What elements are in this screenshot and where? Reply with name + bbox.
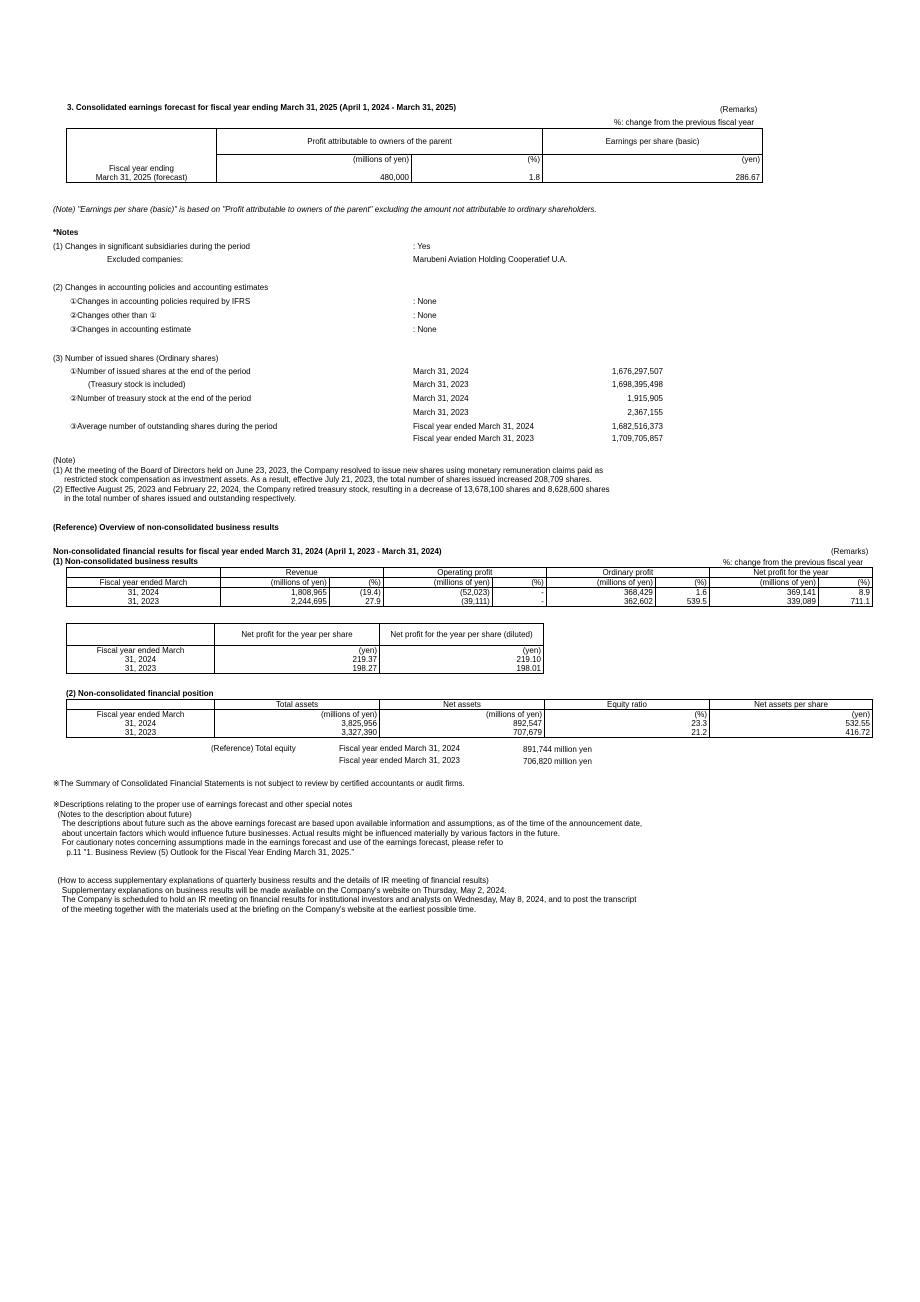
ord-pct-cell: 1.6 [655, 588, 709, 598]
forecast-profit: 480,000 [217, 173, 412, 183]
per-share-table [66, 623, 544, 674]
unit-cell: (millions of yen) [215, 710, 380, 720]
fy-cell: 31, 2024 [67, 588, 221, 598]
table-row [67, 597, 873, 607]
equity-label: (Reference) Total equity [211, 744, 296, 753]
shares-row-value: 1,709,705,857 [611, 434, 663, 443]
shares-row-label: ②Number of treasury stock at the end of the period [70, 394, 252, 403]
financial-position-table [66, 699, 873, 738]
results-change-note: %: change from the previous fiscal year [723, 558, 864, 567]
note-head: (Note) [53, 456, 76, 465]
equity-value: 706,820 million yen [523, 757, 592, 766]
forecast-table [66, 128, 763, 183]
note1-label: (1) Changes in significant subsidiaries during the period [53, 242, 250, 251]
net-pct-cell: 711.1 [818, 597, 872, 607]
hdr-eps-diluted: Net profit for the year per share (diluted) [380, 624, 544, 646]
nps-cell: 416.72 [710, 728, 873, 738]
note1-sub-value: Marubeni Aviation Holding Cooperatief U.A. [413, 255, 568, 264]
hdr-net-assets-per-share: Net assets per share [710, 700, 873, 710]
unit-cell: (%) [655, 578, 709, 588]
equity-date: Fiscal year ended March 31, 2024 [339, 744, 460, 753]
col-profit: Profit attributable to owners of the parent [217, 129, 543, 155]
note1-sub-label: Excluded companies: [107, 255, 184, 264]
equity-ratio-cell: 21.2 [545, 728, 710, 738]
unit-cell: (millions of yen) [380, 710, 545, 720]
op-cell: (52,023) [383, 588, 492, 598]
unit-yen: (yen) [543, 155, 763, 165]
forecast-pct: 1.8 [412, 173, 543, 183]
shares-row-label: ①Number of issued shares at the end of the period [70, 367, 251, 376]
unit-cell: (millions of yen) [220, 578, 329, 588]
op-pct-cell: - [492, 588, 546, 598]
unit-cell: (millions of yen) [546, 578, 655, 588]
note2-item-label: ②Changes other than ① [70, 311, 157, 320]
unit-cell: (yen) [215, 646, 380, 656]
access-line: The Company is scheduled to hold an IR meeting on financial results for institutional investors and analysts on Wednesday, May 8, 2024, and to post the transcript [53, 895, 637, 904]
eps-basic-cell: 198.27 [215, 664, 380, 674]
desc-line: about uncertain factors which would influence future businesses. Actual results might be influenced materially by various factors in the future. [53, 828, 560, 838]
unit-cell: (yen) [710, 710, 873, 720]
unit-cell: (yen) [380, 646, 544, 656]
note-line: restricted stock compensation as investment assets. As a result, effective July 21, 2023, the total number of shares issued increased 208,709 shares. [53, 475, 592, 484]
hdr-operating-profit: Operating profit [383, 568, 546, 578]
unit-pct: (%) [412, 155, 543, 165]
hdr-revenue: Revenue [220, 568, 383, 578]
note2-label: (2) Changes in accounting policies and accounting estimates [53, 283, 269, 292]
ir-access-block [53, 876, 636, 914]
shares-row-label: ③Average number of outstanding shares during the period [70, 422, 278, 431]
note-line: in the total number of shares issued and outstanding respectively. [53, 494, 297, 503]
row-label-1: Fiscal year ending [67, 164, 217, 173]
forecast-notes-block [53, 800, 642, 857]
notes-heading: *Notes [53, 228, 79, 237]
total-assets-cell: 3,825,956 [215, 719, 380, 728]
revenue-cell: 1,808,965 [220, 588, 329, 598]
access-line: (How to access supplementary explanations of quarterly business results and the details of IR meeting of financial results) [53, 876, 489, 885]
eps-basic-cell: 219.37 [215, 655, 380, 664]
note2-item-value: : None [413, 311, 437, 320]
eps-diluted-cell: 219.10 [380, 655, 544, 664]
review-note: ※The Summary of Consolidated Financial Statements is not subject to review by certified accountants or audit firms. [53, 779, 465, 788]
shares-row-label: (Treasury stock is included) [88, 380, 186, 389]
desc-line: For cautionary notes concerning assumptions made in the earnings forecast and use of the earnings forecast, please refer to [53, 838, 504, 847]
results-remarks: (Remarks) [831, 547, 869, 556]
results-title: Non-consolidated financial results for fiscal year ended March 31, 2024 (April 1, 2023 - March 31, 2024) [53, 547, 442, 556]
desc-line: p.11 "1. Business Review (5) Outlook for the Fiscal Year Ending March 31, 2025." [53, 847, 355, 857]
shares-row-date: March 31, 2023 [413, 408, 469, 417]
fy-cell: 31, 2024 [67, 655, 215, 664]
nps-cell: 532.55 [710, 719, 873, 728]
revenue-pct-cell: (19.4) [329, 588, 383, 598]
unit-cell: (millions of yen) [383, 578, 492, 588]
unit-cell: (%) [818, 578, 872, 588]
unit-cell: (%) [492, 578, 546, 588]
ord-cell: 368,429 [546, 588, 655, 598]
fy-cell: 31, 2023 [67, 597, 221, 607]
note2-item-value: : None [413, 325, 437, 334]
note3-label: (3) Number of issued shares (Ordinary shares) [53, 354, 219, 363]
eps-note: (Note) "Earnings per share (basic)" is based on "Profit attributable to owners of the parent" excluding the amount not attributable to ordinary shareholders. [53, 205, 597, 214]
total-assets-cell: 3,327,390 [215, 728, 380, 738]
note-line: (1) At the meeting of the Board of Directors held on June 23, 2023, the Company resolved to issue new shares using monetary remuneration claims paid as [53, 465, 604, 475]
table-row [67, 655, 544, 664]
shares-row-date: Fiscal year ended March 31, 2023 [413, 434, 534, 443]
note-line: (2) Effective August 25, 2023 and February 22, 2024, the Company retired treasury stock, resulting in a decrease of 13,678,100 shares and 8,628,600 shares [53, 484, 610, 494]
shares-row-value: 1,915,905 [627, 394, 663, 403]
hdr-net-assets: Net assets [380, 700, 545, 710]
op-cell: (39,111) [383, 597, 492, 607]
ord-cell: 362,602 [546, 597, 655, 607]
unit-cell: (%) [545, 710, 710, 720]
hdr-net-profit: Net profit for the year [709, 568, 872, 578]
desc-line: (Notes to the description about future) [53, 809, 192, 819]
equity-ratio-cell: 23.3 [545, 719, 710, 728]
shares-row-value: 1,682,516,373 [611, 422, 663, 431]
fy-label: Fiscal year ended March [67, 578, 221, 588]
fy-cell: 31, 2023 [67, 664, 215, 674]
note1-value: : Yes [413, 242, 431, 251]
shares-row-value: 1,676,297,507 [611, 367, 663, 376]
row-label-2: March 31, 2025 (forecast) [67, 173, 217, 183]
change-note: %: change from the previous fiscal year [614, 118, 755, 127]
col-eps: Earnings per share (basic) [543, 129, 763, 155]
unit-cell: (millions of yen) [709, 578, 818, 588]
fy-label: Fiscal year ended March [67, 710, 215, 720]
net-cell: 339,089 [709, 597, 818, 607]
net-cell: 369,141 [709, 588, 818, 598]
net-assets-cell: 707,679 [380, 728, 545, 738]
note2-item-value: : None [413, 297, 437, 306]
position-sub2: (2) Non-consolidated financial position [66, 689, 214, 698]
hdr-total-assets: Total assets [215, 700, 380, 710]
shares-row-date: March 31, 2024 [413, 394, 469, 403]
hdr-equity-ratio: Equity ratio [545, 700, 710, 710]
desc-line: ※Descriptions relating to the proper use of earnings forecast and other special notes [53, 800, 353, 809]
ord-pct-cell: 539.5 [655, 597, 709, 607]
op-pct-cell: - [492, 597, 546, 607]
forecast-eps: 286.67 [543, 173, 763, 183]
fy-cell: 31, 2023 [67, 728, 215, 738]
forecast-title: 3. Consolidated earnings forecast for fiscal year ending March 31, 2025 (April 1, 2024 - March 31, 2025) [67, 103, 457, 112]
access-line: Supplementary explanations on business results will be made available on the Company's website on Thursday, May 2, 2024. [53, 885, 507, 895]
net-pct-cell: 8.9 [818, 588, 872, 598]
revenue-cell: 2,244,695 [220, 597, 329, 607]
desc-line: The descriptions about future such as the above earnings forecast are based upon available information and assumptions, as of the time of the announcement date, [53, 819, 643, 828]
reference-heading: (Reference) Overview of non-consolidated business results [53, 523, 279, 532]
fy-label: Fiscal year ended March [67, 646, 215, 656]
access-line: of the meeting together with the materials used at the briefing on the Company's website at the earliest possible time. [53, 904, 477, 914]
table-row [67, 588, 873, 598]
net-assets-cell: 892,547 [380, 719, 545, 728]
shares-row-date: March 31, 2023 [413, 380, 469, 389]
fy-cell: 31, 2024 [67, 719, 215, 728]
unit-cell: (%) [329, 578, 383, 588]
unit-millions: (millions of yen) [217, 155, 412, 165]
eps-diluted-cell: 198.01 [380, 664, 544, 674]
equity-value: 891,744 million yen [523, 745, 592, 754]
results-sub1: (1) Non-consolidated business results [53, 557, 198, 566]
hdr-eps-basic: Net profit for the year per share [215, 624, 380, 646]
note2-item-label: ①Changes in accounting policies required by IFRS [70, 297, 251, 306]
shares-row-value: 2,367,155 [627, 408, 663, 417]
shares-row-value: 1,698,395,498 [611, 380, 663, 389]
note2-item-label: ③Changes in accounting estimate [70, 325, 192, 334]
revenue-pct-cell: 27.9 [329, 597, 383, 607]
table-row [67, 728, 873, 738]
shares-row-date: Fiscal year ended March 31, 2024 [413, 422, 534, 431]
table-row [67, 664, 544, 674]
equity-date: Fiscal year ended March 31, 2023 [339, 756, 460, 765]
shares-row-date: March 31, 2024 [413, 367, 469, 376]
shares-note-block [53, 456, 610, 504]
business-results-table [66, 567, 873, 607]
hdr-ordinary-profit: Ordinary profit [546, 568, 709, 578]
table-row [67, 719, 873, 728]
remarks-label: (Remarks) [720, 105, 758, 114]
